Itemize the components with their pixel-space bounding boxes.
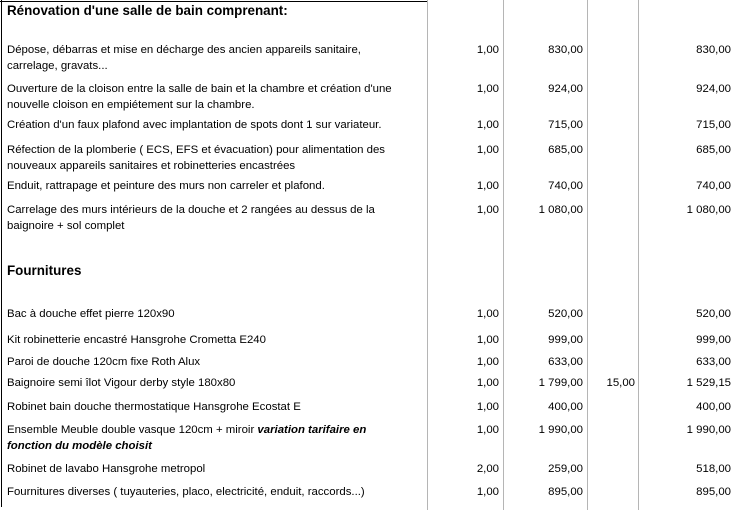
quantity-cell: 1,00: [476, 83, 499, 95]
item-description: [0, 202, 427, 234]
quantity-cell: 1,00: [476, 334, 499, 346]
item-description: [0, 42, 427, 74]
item-description: [0, 461, 427, 477]
description-line: [7, 58, 423, 74]
item-description: [0, 81, 427, 113]
description-line: [7, 42, 423, 58]
description-line: [7, 81, 423, 97]
item-row: [0, 202, 742, 234]
item-description: [0, 142, 427, 174]
description-line: [7, 399, 423, 415]
item-description: [0, 178, 427, 194]
description-line: [7, 218, 423, 234]
description-line: [7, 461, 423, 477]
line-total-cell: 1 529,15: [686, 377, 731, 389]
description-text: carrelage, gravats...: [7, 60, 108, 72]
item-description: [0, 354, 427, 370]
description-text: Robinet bain douche thermostatique Hansgrohe Ecostat E: [7, 401, 301, 413]
quantity-cell: 1,00: [476, 180, 499, 192]
item-row: [0, 42, 742, 74]
line-total-cell: 1 990,00: [686, 424, 731, 436]
line-total-cell: 715,00: [696, 119, 731, 131]
quantity-cell: 1,00: [476, 401, 499, 413]
description-text: Bac à douche effet pierre 120x90: [7, 308, 175, 320]
description-text: Kit robinetterie encastré Hansgrohe Crometta E240: [7, 334, 266, 346]
item-row: [0, 375, 742, 391]
unit-price-cell: 1 990,00: [538, 424, 583, 436]
unit-price-cell: 520,00: [548, 308, 583, 320]
unit-price-cell: 259,00: [548, 463, 583, 475]
line-total-cell: 1 080,00: [686, 204, 731, 216]
description-emphasis-text: variation tarifaire en: [257, 424, 367, 436]
unit-price-cell: 740,00: [548, 180, 583, 192]
description-line: [7, 375, 423, 391]
description-text: Dépose, débarras et mise en décharge des ancien appareils sanitaire,: [7, 44, 361, 56]
description-line: [7, 332, 423, 348]
unit-price-cell: 830,00: [548, 44, 583, 56]
quantity-cell: 1,00: [476, 356, 499, 368]
item-description: [0, 306, 427, 322]
description-line: [7, 484, 423, 500]
item-row: [0, 461, 742, 477]
description-text: Carrelage des murs intérieurs de la douche et 2 rangées au dessus de la: [7, 204, 375, 216]
description-text: Baignoire semi îlot Vigour derby style 180x80: [7, 377, 236, 389]
description-text: Enduit, rattrapage et peinture des murs non carreler et plafond.: [7, 180, 325, 192]
unit-price-cell: 1 799,00: [538, 377, 583, 389]
description-line: [7, 117, 423, 133]
item-row: [0, 399, 742, 415]
description-line: [7, 422, 423, 438]
line-total-cell: 518,00: [696, 463, 731, 475]
description-line: [7, 354, 423, 370]
item-row: [0, 354, 742, 370]
quantity-cell: 1,00: [476, 424, 499, 436]
section-heading: Rénovation d'une salle de bain comprenant:: [7, 3, 288, 18]
description-text: Création d'un faux plafond avec implantation de spots dont 1 sur variateur.: [7, 119, 382, 131]
unit-price-cell: 633,00: [548, 356, 583, 368]
item-row: [0, 117, 742, 133]
item-row: [0, 178, 742, 194]
item-description: [0, 484, 427, 500]
section-heading: Fournitures: [7, 263, 82, 278]
line-total-cell: 633,00: [696, 356, 731, 368]
item-row: [0, 142, 742, 174]
description-text: Ensemble Meuble double vasque 120cm + miroir: [7, 424, 258, 436]
description-text: Paroi de douche 120cm fixe Roth Alux: [7, 356, 201, 368]
unit-price-cell: 1 080,00: [538, 204, 583, 216]
unit-price-cell: 924,00: [548, 83, 583, 95]
unit-price-cell: 715,00: [548, 119, 583, 131]
line-total-cell: 830,00: [696, 44, 731, 56]
description-text: baignoire + sol complet: [7, 220, 125, 232]
description-text: Robinet de lavabo Hansgrohe metropol: [7, 463, 206, 475]
line-total-cell: 895,00: [696, 486, 731, 498]
item-description: [0, 399, 427, 415]
quantity-cell: 1,00: [476, 486, 499, 498]
description-line: [7, 158, 423, 174]
unit-price-cell: 895,00: [548, 486, 583, 498]
line-total-cell: 520,00: [696, 308, 731, 320]
item-description: [0, 117, 427, 133]
description-line: [7, 97, 423, 113]
item-row: [0, 306, 742, 322]
description-text: nouvelle cloison en empiétement sur la chambre.: [7, 99, 255, 111]
quantity-cell: 2,00: [476, 463, 499, 475]
line-total-cell: 400,00: [696, 401, 731, 413]
item-row: [0, 81, 742, 113]
discount-cell: 15,00: [606, 377, 635, 389]
description-line: [7, 202, 423, 218]
line-total-cell: 685,00: [696, 144, 731, 156]
quantity-cell: 1,00: [476, 44, 499, 56]
quantity-cell: 1,00: [476, 144, 499, 156]
quantity-cell: 1,00: [476, 377, 499, 389]
item-row: [0, 484, 742, 500]
unit-price-cell: 999,00: [548, 334, 583, 346]
description-line: [7, 142, 423, 158]
item-row: [0, 422, 742, 454]
description-text: nouveaux appareils sanitaires et robinetteries encastrées: [7, 160, 296, 172]
line-total-cell: 999,00: [696, 334, 731, 346]
item-description: [0, 422, 427, 454]
description-emphasis-text: fonction du modèle choisit: [7, 440, 152, 452]
description-text: Fournitures diverses ( tuyauteries, placo, electricité, enduit, raccords...): [7, 486, 365, 498]
description-line: [7, 306, 423, 322]
description-line: [7, 178, 423, 194]
item-description: [0, 375, 427, 391]
unit-price-cell: 685,00: [548, 144, 583, 156]
item-description: [0, 332, 427, 348]
line-total-cell: 924,00: [696, 83, 731, 95]
quantity-cell: 1,00: [476, 119, 499, 131]
quantity-cell: 1,00: [476, 204, 499, 216]
line-total-cell: 740,00: [696, 180, 731, 192]
unit-price-cell: 400,00: [548, 401, 583, 413]
quantity-cell: 1,00: [476, 308, 499, 320]
item-row: [0, 332, 742, 348]
description-text: Ouverture de la cloison entre la salle de bain et la chambre et création d'une: [7, 83, 392, 95]
description-text: Réfection de la plomberie ( ECS, EFS et évacuation) pour alimentation des: [7, 144, 385, 156]
description-line: [7, 438, 423, 454]
